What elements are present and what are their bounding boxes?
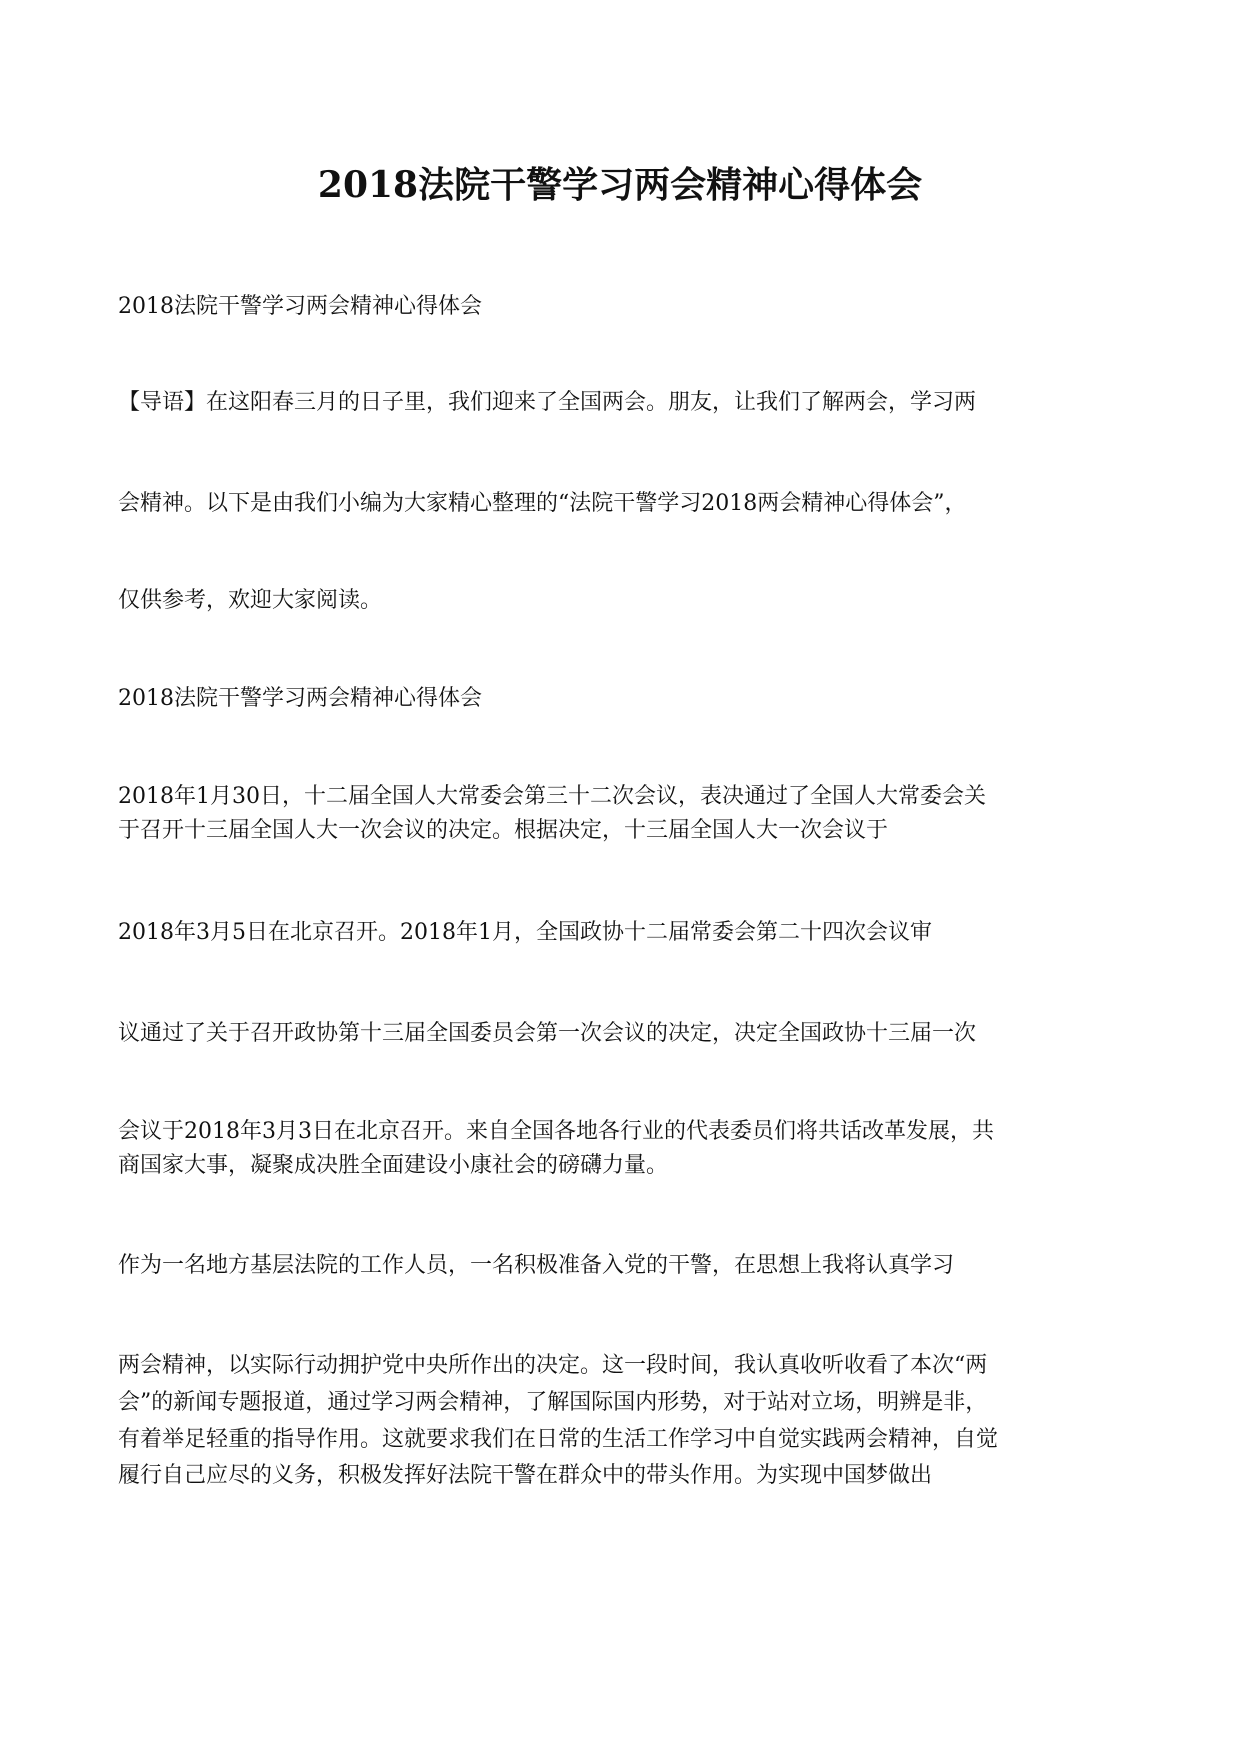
section-heading: 2018法院干警学习两会精神心得体会 [118, 686, 482, 711]
paragraph-line: 2018年3月5日在北京召开。2018年1月，全国政协十二届常委会第二十四次会议审 [118, 920, 932, 945]
paragraph-line: 会”的新闻专题报道，通过学习两会精神，了解国际国内形势，对于站对立场，明辨是非， [118, 1390, 988, 1415]
document-title: 2018法院干警学习两会精神心得体会 [317, 164, 923, 206]
paragraph-line: 会议于2018年3月3日在北京召开。来自全国各地各行业的代表委员们将共话改革发展，共 [118, 1119, 994, 1144]
paragraph-line: 于召开十三届全国人大一次会议的决定。根据决定，十三届全国人大一次会议于 [118, 818, 889, 843]
paragraph-line: 作为一名地方基层法院的工作人员，一名积极准备入党的干警，在思想上我将认真学习 [118, 1253, 955, 1278]
paragraph-line: 履行自己应尽的义务，积极发挥好法院干警在群众中的带头作用。为实现中国梦做出 [118, 1463, 933, 1488]
paragraph-line: 商国家大事，凝聚成决胜全面建设小康社会的磅礴力量。 [118, 1153, 669, 1178]
intro-line-1: 【导语】在这阳春三月的日子里，我们迎来了全国两会。朋友，让我们了解两会，学习两 [118, 390, 977, 415]
paragraph-line: 有着举足轻重的指导作用。这就要求我们在日常的生活工作学习中自觉实践两会精神，自觉 [118, 1427, 999, 1452]
paragraph-line: 两会精神，以实际行动拥护党中央所作出的决定。这一段时间，我认真收听收看了本次“两 [118, 1353, 988, 1378]
intro-line-3: 仅供参考，欢迎大家阅读。 [118, 588, 383, 613]
paragraph-line: 议通过了关于召开政协第十三届全国委员会第一次会议的决定，决定全国政协十三届一次 [118, 1021, 977, 1046]
subtitle-line: 2018法院干警学习两会精神心得体会 [118, 294, 482, 319]
paragraph-line: 2018年1月30日，十二届全国人大常委会第三十二次会议，表决通过了全国人大常委会关 [118, 784, 986, 809]
intro-line-2: 会精神。以下是由我们小编为大家精心整理的“法院干警学习2018两会精神心得体会”， [118, 491, 967, 516]
